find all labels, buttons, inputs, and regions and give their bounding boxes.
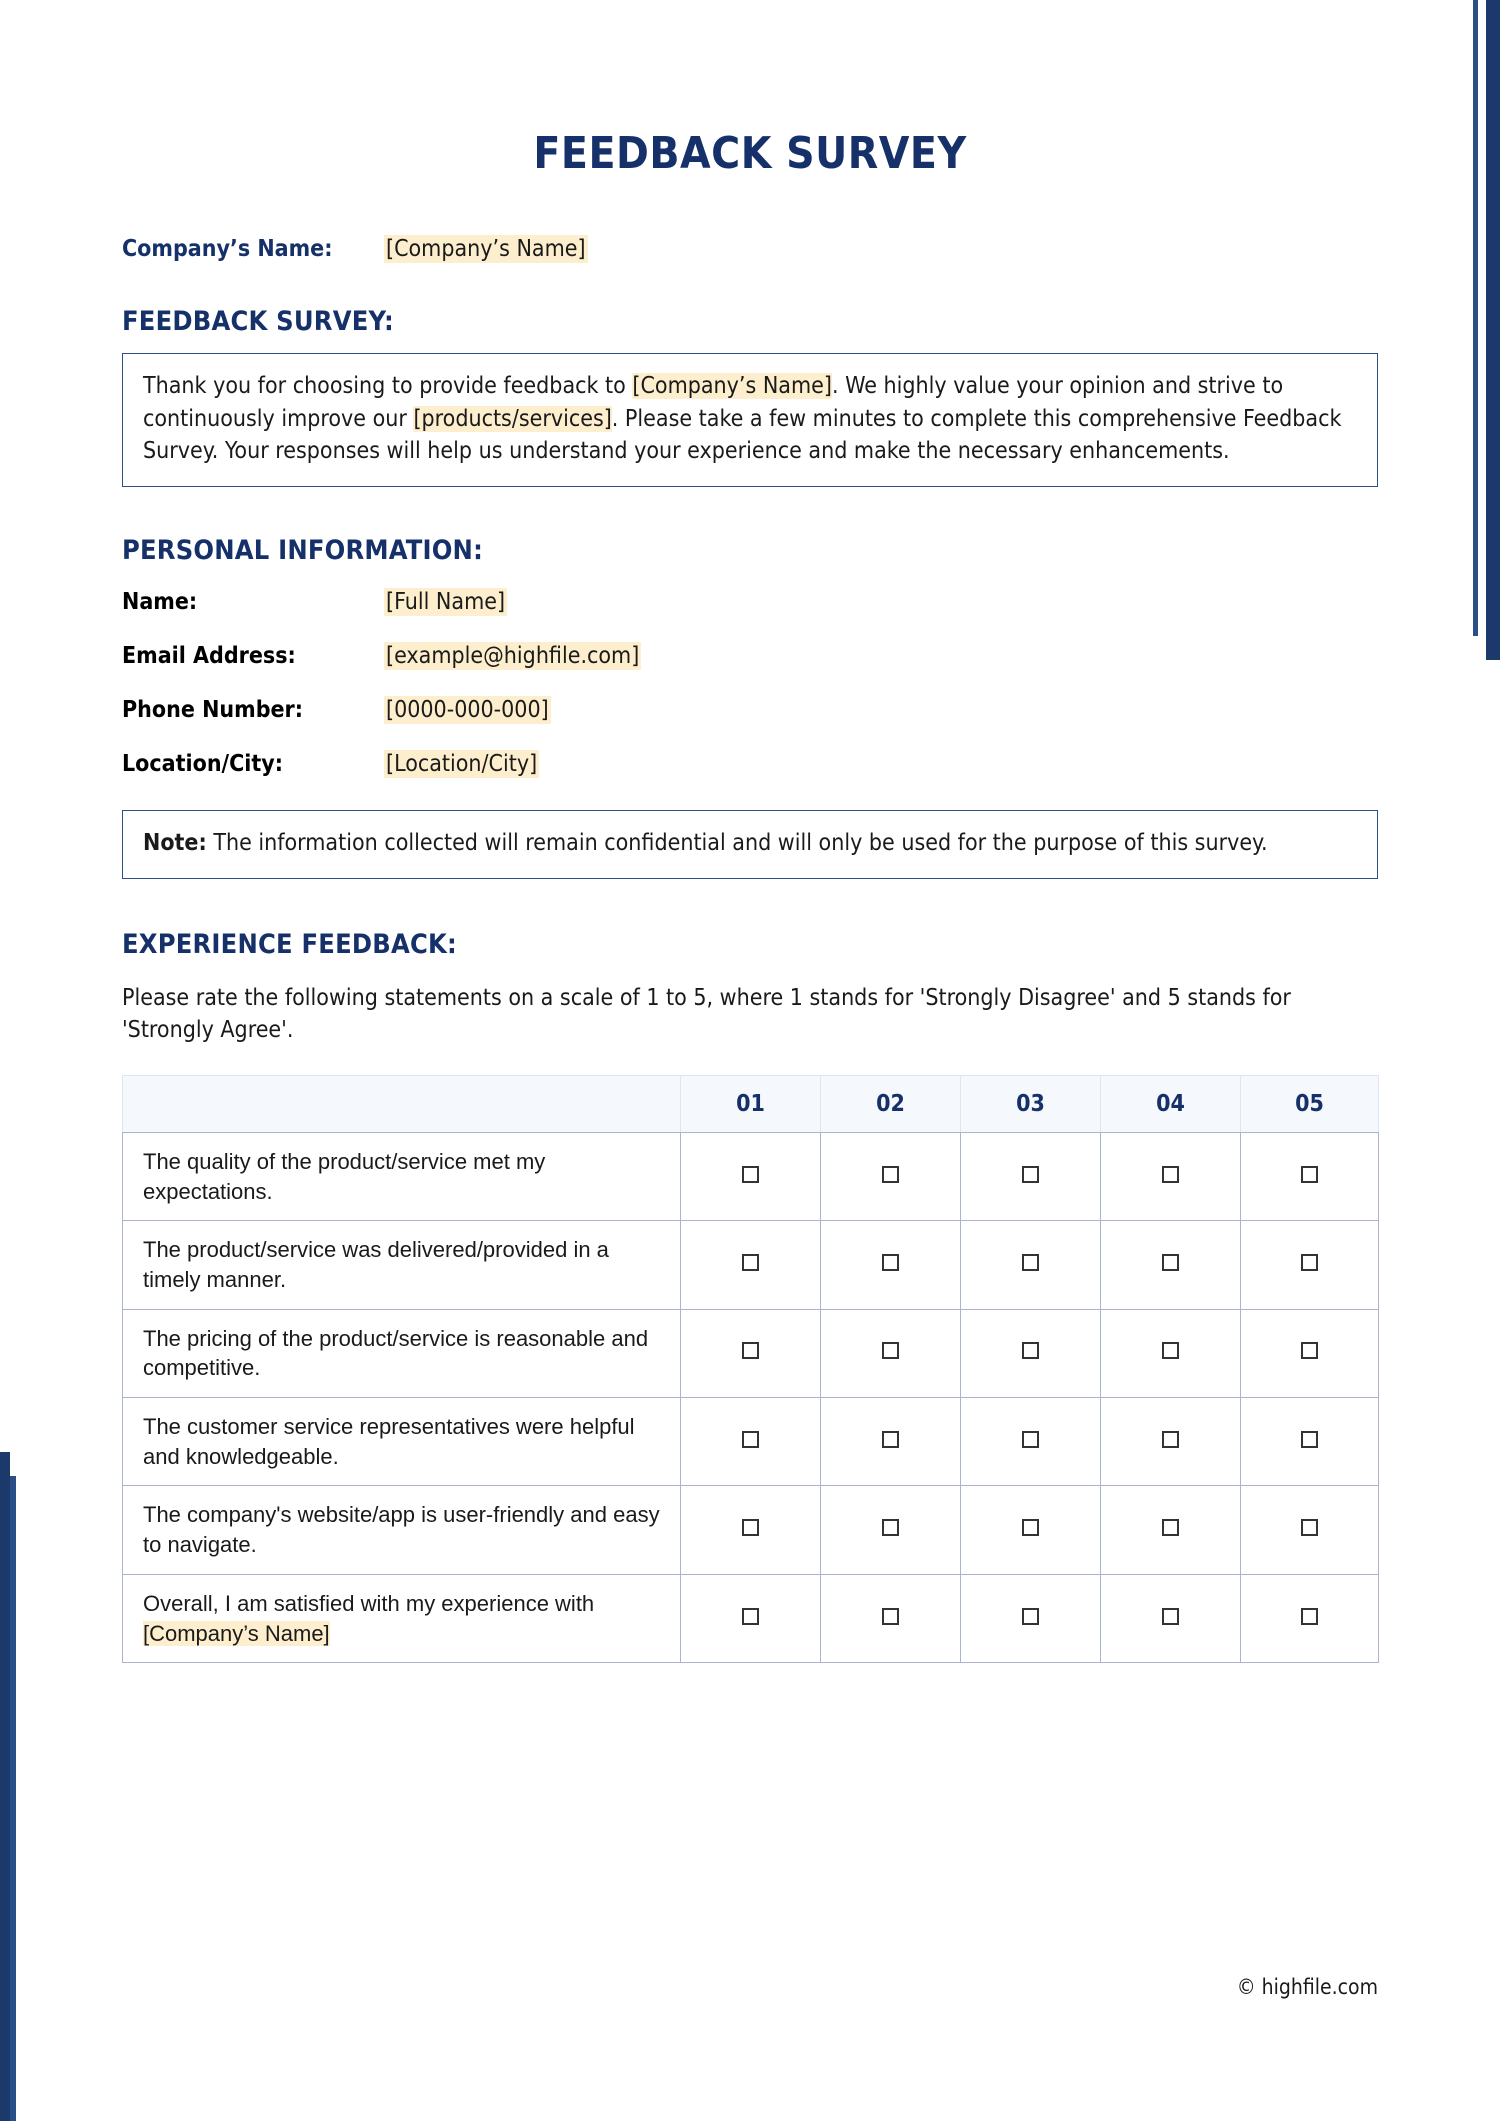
location-field-row xyxy=(122,750,1378,778)
rating-cell-2-01[interactable] xyxy=(681,1221,821,1309)
intro-part-1: Thank you for choosing to provide feedback to xyxy=(143,373,633,399)
checkbox-icon[interactable] xyxy=(1162,1166,1179,1183)
location-label: Location/City: xyxy=(122,750,284,777)
location-value[interactable]: [Location/City] xyxy=(386,750,538,777)
checkbox-icon[interactable] xyxy=(1301,1166,1318,1183)
personal-information-fields xyxy=(122,588,1378,778)
rating-cell-1-01[interactable] xyxy=(681,1132,821,1220)
note-text: The information collected will remain confidential and will only be used for the purpose of this survey. xyxy=(206,829,1268,856)
rating-header-05: 05 xyxy=(1241,1075,1379,1132)
checkbox-icon[interactable] xyxy=(1022,1608,1039,1625)
rating-cell-5-01[interactable] xyxy=(681,1486,821,1574)
rating-cell-3-02[interactable] xyxy=(821,1309,961,1397)
intro-paragraph xyxy=(143,370,1357,468)
checkbox-icon[interactable] xyxy=(1022,1166,1039,1183)
rating-cell-2-05[interactable] xyxy=(1241,1221,1379,1309)
checkbox-icon[interactable] xyxy=(1022,1342,1039,1359)
rating-cell-3-04[interactable] xyxy=(1101,1309,1241,1397)
intro-paragraph-box xyxy=(122,353,1378,487)
checkbox-icon[interactable] xyxy=(1301,1254,1318,1271)
checkbox-icon[interactable] xyxy=(742,1519,759,1536)
rating-cell-4-04[interactable] xyxy=(1101,1398,1241,1486)
rating-cell-6-02[interactable] xyxy=(821,1574,961,1662)
decorative-ribbon-left-inner xyxy=(10,1476,16,2121)
phone-label: Phone Number: xyxy=(122,696,304,723)
rating-cell-1-04[interactable] xyxy=(1101,1132,1241,1220)
table-row xyxy=(123,1221,1379,1309)
checkbox-icon[interactable] xyxy=(1301,1608,1318,1625)
table-row xyxy=(123,1309,1379,1397)
checkbox-icon[interactable] xyxy=(882,1342,899,1359)
table-row xyxy=(123,1486,1379,1574)
statement-text-4: The customer service representatives were helpful and knowledgeable. xyxy=(123,1398,681,1486)
name-label: Name: xyxy=(122,588,198,615)
decorative-ribbon-right-edge xyxy=(1473,0,1478,636)
rating-cell-1-02[interactable] xyxy=(821,1132,961,1220)
rating-cell-5-04[interactable] xyxy=(1101,1486,1241,1574)
rating-table-body xyxy=(123,1132,1379,1662)
checkbox-icon[interactable] xyxy=(1301,1519,1318,1536)
checkbox-icon[interactable] xyxy=(1162,1254,1179,1271)
intro-products-placeholder[interactable]: [products/services] xyxy=(413,405,612,432)
checkbox-icon[interactable] xyxy=(1022,1254,1039,1271)
rating-cell-1-03[interactable] xyxy=(961,1132,1101,1220)
table-row xyxy=(123,1574,1379,1662)
rating-cell-4-03[interactable] xyxy=(961,1398,1101,1486)
personal-information-heading: PERSONAL INFORMATION: xyxy=(122,534,483,566)
page-title: FEEDBACK SURVEY xyxy=(533,128,967,179)
statement-6-text: Overall, I am satisfied with my experience with xyxy=(143,1590,595,1616)
checkbox-icon[interactable] xyxy=(882,1608,899,1625)
rating-cell-6-04[interactable] xyxy=(1101,1574,1241,1662)
rating-cell-3-05[interactable] xyxy=(1241,1309,1379,1397)
rating-header-row xyxy=(123,1075,1379,1132)
checkbox-icon[interactable] xyxy=(742,1431,759,1448)
rating-cell-5-05[interactable] xyxy=(1241,1486,1379,1574)
checkbox-icon[interactable] xyxy=(882,1519,899,1536)
rating-cell-2-04[interactable] xyxy=(1101,1221,1241,1309)
checkbox-icon[interactable] xyxy=(1162,1608,1179,1625)
intro-company-placeholder[interactable]: [Company’s Name] xyxy=(632,373,832,399)
checkbox-icon[interactable] xyxy=(742,1608,759,1625)
rating-cell-6-01[interactable] xyxy=(681,1574,821,1662)
checkbox-icon[interactable] xyxy=(1301,1431,1318,1448)
email-value[interactable]: [example@highfile.com] xyxy=(386,642,640,669)
rating-cell-6-03[interactable] xyxy=(961,1574,1101,1662)
decorative-ribbon-right-outer xyxy=(1486,0,1500,660)
checkbox-icon[interactable] xyxy=(1022,1519,1039,1536)
name-value[interactable]: [Full Name] xyxy=(386,588,506,615)
table-row xyxy=(123,1132,1379,1220)
experience-feedback-heading: EXPERIENCE FEEDBACK: xyxy=(122,928,457,960)
rating-table-header xyxy=(123,1075,1379,1132)
checkbox-icon[interactable] xyxy=(1162,1431,1179,1448)
rating-header-04: 04 xyxy=(1101,1075,1241,1132)
rating-cell-2-03[interactable] xyxy=(961,1221,1101,1309)
email-label: Email Address: xyxy=(122,642,296,669)
rating-cell-4-01[interactable] xyxy=(681,1398,821,1486)
checkbox-icon[interactable] xyxy=(742,1166,759,1183)
phone-value[interactable]: [0000-000-000] xyxy=(386,696,549,723)
checkbox-icon[interactable] xyxy=(882,1431,899,1448)
checkbox-icon[interactable] xyxy=(1162,1342,1179,1359)
rating-cell-2-02[interactable] xyxy=(821,1221,961,1309)
checkbox-icon[interactable] xyxy=(742,1342,759,1359)
name-field-row xyxy=(122,588,1378,616)
checkbox-icon[interactable] xyxy=(882,1166,899,1183)
rating-cell-4-02[interactable] xyxy=(821,1398,961,1486)
rating-header-01: 01 xyxy=(681,1075,821,1132)
confidentiality-note xyxy=(143,827,1357,860)
statement-text-6 xyxy=(123,1574,681,1662)
decorative-ribbon-right-inner xyxy=(1478,0,1486,636)
rating-cell-4-05[interactable] xyxy=(1241,1398,1379,1486)
rating-header-02: 02 xyxy=(821,1075,961,1132)
feedback-survey-heading: FEEDBACK SURVEY: xyxy=(122,306,394,337)
intro-part-3: . Please take a few minutes to complete this comprehensive Feedback Survey. Your responses will help us understand your experience and make the necessary enhancements. xyxy=(143,405,1342,465)
rating-header-03: 03 xyxy=(961,1075,1101,1132)
rating-instructions: Please rate the following statements on a scale of 1 to 5, where 1 stands for 'Strongly Disagree' and 5 stands for 'Strongly Agree'. xyxy=(122,984,1291,1044)
checkbox-icon[interactable] xyxy=(882,1254,899,1271)
document-content xyxy=(122,0,1378,2121)
statement-column-header xyxy=(123,1075,681,1132)
checkbox-icon[interactable] xyxy=(1162,1519,1179,1536)
confidentiality-note-box xyxy=(122,810,1378,879)
footer-copyright: © highfile.com xyxy=(1236,1975,1378,1999)
rating-cell-5-02[interactable] xyxy=(821,1486,961,1574)
decorative-ribbon-left-outer xyxy=(0,1452,10,2121)
rating-cell-6-05[interactable] xyxy=(1241,1574,1379,1662)
company-name-value[interactable]: [Company’s Name] xyxy=(386,236,586,262)
intro-part-2: . We highly value your opinion and strive to continuously improve our xyxy=(143,373,1284,432)
company-name-field-row xyxy=(122,235,1378,263)
company-name-label: Company’s Name: xyxy=(122,236,333,262)
statement-6-company-placeholder[interactable]: [Company’s Name] xyxy=(143,1620,330,1646)
rating-cell-3-01[interactable] xyxy=(681,1309,821,1397)
statement-text-5: The company's website/app is user-friendly and easy to navigate. xyxy=(123,1486,681,1574)
statement-text-2: The product/service was delivered/provided in a timely manner. xyxy=(123,1221,681,1309)
note-label: Note: xyxy=(143,829,207,856)
email-field-row xyxy=(122,642,1378,670)
checkbox-icon[interactable] xyxy=(742,1254,759,1271)
checkbox-icon[interactable] xyxy=(1022,1431,1039,1448)
checkbox-icon[interactable] xyxy=(1301,1342,1318,1359)
statement-text-3: The pricing of the product/service is reasonable and competitive. xyxy=(123,1309,681,1397)
rating-cell-3-03[interactable] xyxy=(961,1309,1101,1397)
phone-field-row xyxy=(122,696,1378,724)
statement-text-1: The quality of the product/service met my expectations. xyxy=(123,1132,681,1220)
table-row xyxy=(123,1398,1379,1486)
rating-cell-1-05[interactable] xyxy=(1241,1132,1379,1220)
rating-table xyxy=(122,1075,1379,1663)
rating-cell-5-03[interactable] xyxy=(961,1486,1101,1574)
